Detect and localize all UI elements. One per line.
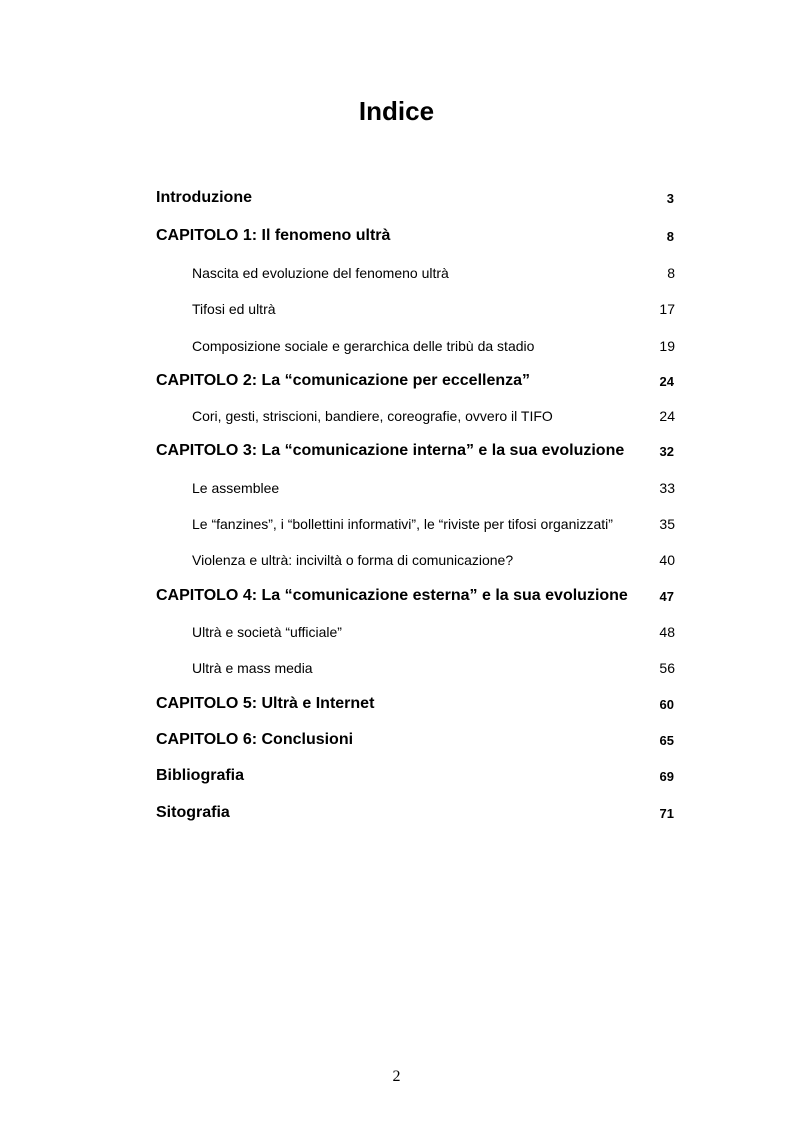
toc-entry-title: CAPITOLO 1: Il fenomeno ultrà [156,227,391,244]
toc-entry-title: Sitografia [156,804,230,821]
toc-entry-page: 24 [659,408,675,424]
toc-entry-nascita-evoluzione [156,261,675,285]
toc-entry-page: 17 [659,301,675,317]
toc-entry-societa-ufficiale [156,620,675,644]
toc-entry-capitolo-4 [156,584,675,608]
toc-entry-introduzione [156,186,675,210]
toc-entry-assemblee [156,476,675,500]
toc-entry-title: Ultrà e mass media [192,660,313,676]
toc-entry-title: Introduzione [156,189,252,206]
toc-entry-page: 69 [659,768,674,784]
toc-entry-violenza [156,548,675,572]
toc-entry-capitolo-3 [156,439,675,463]
toc-entry-page: 33 [659,480,675,496]
toc-entry-capitolo-2 [156,369,675,393]
toc-entry-title: CAPITOLO 5: Ultrà e Internet [156,695,375,712]
toc-entry-page: 35 [659,516,675,532]
toc-entry-title: Cori, gesti, striscioni, bandiere, coreografie, ovvero il TIFO [192,408,553,424]
toc-entry-title: CAPITOLO 4: La “comunicazione esterna” e la sua evoluzione [156,587,628,604]
toc-entry-title: Violenza e ultrà: inciviltà o forma di comunicazione? [192,552,514,568]
toc-entry-page: 60 [659,696,674,712]
toc-entry-sitografia [156,801,675,825]
toc-entry-title: CAPITOLO 6: Conclusioni [156,731,354,748]
toc-entry-bibliografia [156,764,675,788]
toc-entry-title: Bibliografia [156,767,245,784]
toc-entry-page: 71 [659,805,674,821]
toc-entry-title: Composizione sociale e gerarchica delle tribù da stadio [192,338,535,354]
toc-entry-cori-gesti [156,404,675,428]
toc-entry-title: Ultrà e società “ufficiale” [192,624,342,640]
toc-entry-page: 47 [659,588,674,604]
toc-entry-title: CAPITOLO 2: La “comunicazione per eccellenza” [156,372,531,389]
toc-entry-title: Nascita ed evoluzione del fenomeno ultrà [192,265,449,281]
toc-entry-page: 48 [659,624,675,640]
toc-entry-page: 8 [666,228,674,244]
toc-entry-tifosi-ultra [156,297,675,321]
toc-entry-page: 24 [659,373,674,389]
page-title: Indice [358,96,435,126]
toc-entry-title: Tifosi ed ultrà [192,301,276,317]
page-number: 2 [392,1068,401,1085]
toc-entry-page: 8 [667,265,675,281]
toc-entry-title: CAPITOLO 3: La “comunicazione interna” e la sua evoluzione [156,442,625,459]
toc-entry-page: 32 [659,443,674,459]
toc-entry-page: 19 [659,338,675,354]
toc-entry-page: 3 [666,190,674,206]
toc-entry-title: Le assemblee [192,480,280,496]
toc-entry-composizione-sociale [156,334,675,358]
toc-entry-title: Le “fanzines”, i “bollettini informativi”, le “riviste per tifosi organizzati” [192,516,613,532]
toc-entry-capitolo-5 [156,692,675,716]
toc-entry-capitolo-1 [156,224,675,248]
toc-entry-page: 65 [659,732,674,748]
toc-entry-page: 56 [659,660,675,676]
toc-entry-page: 40 [659,552,675,568]
toc-entry-capitolo-6 [156,728,675,752]
toc-entry-fanzines [156,512,675,536]
toc-entry-mass-media [156,656,675,680]
